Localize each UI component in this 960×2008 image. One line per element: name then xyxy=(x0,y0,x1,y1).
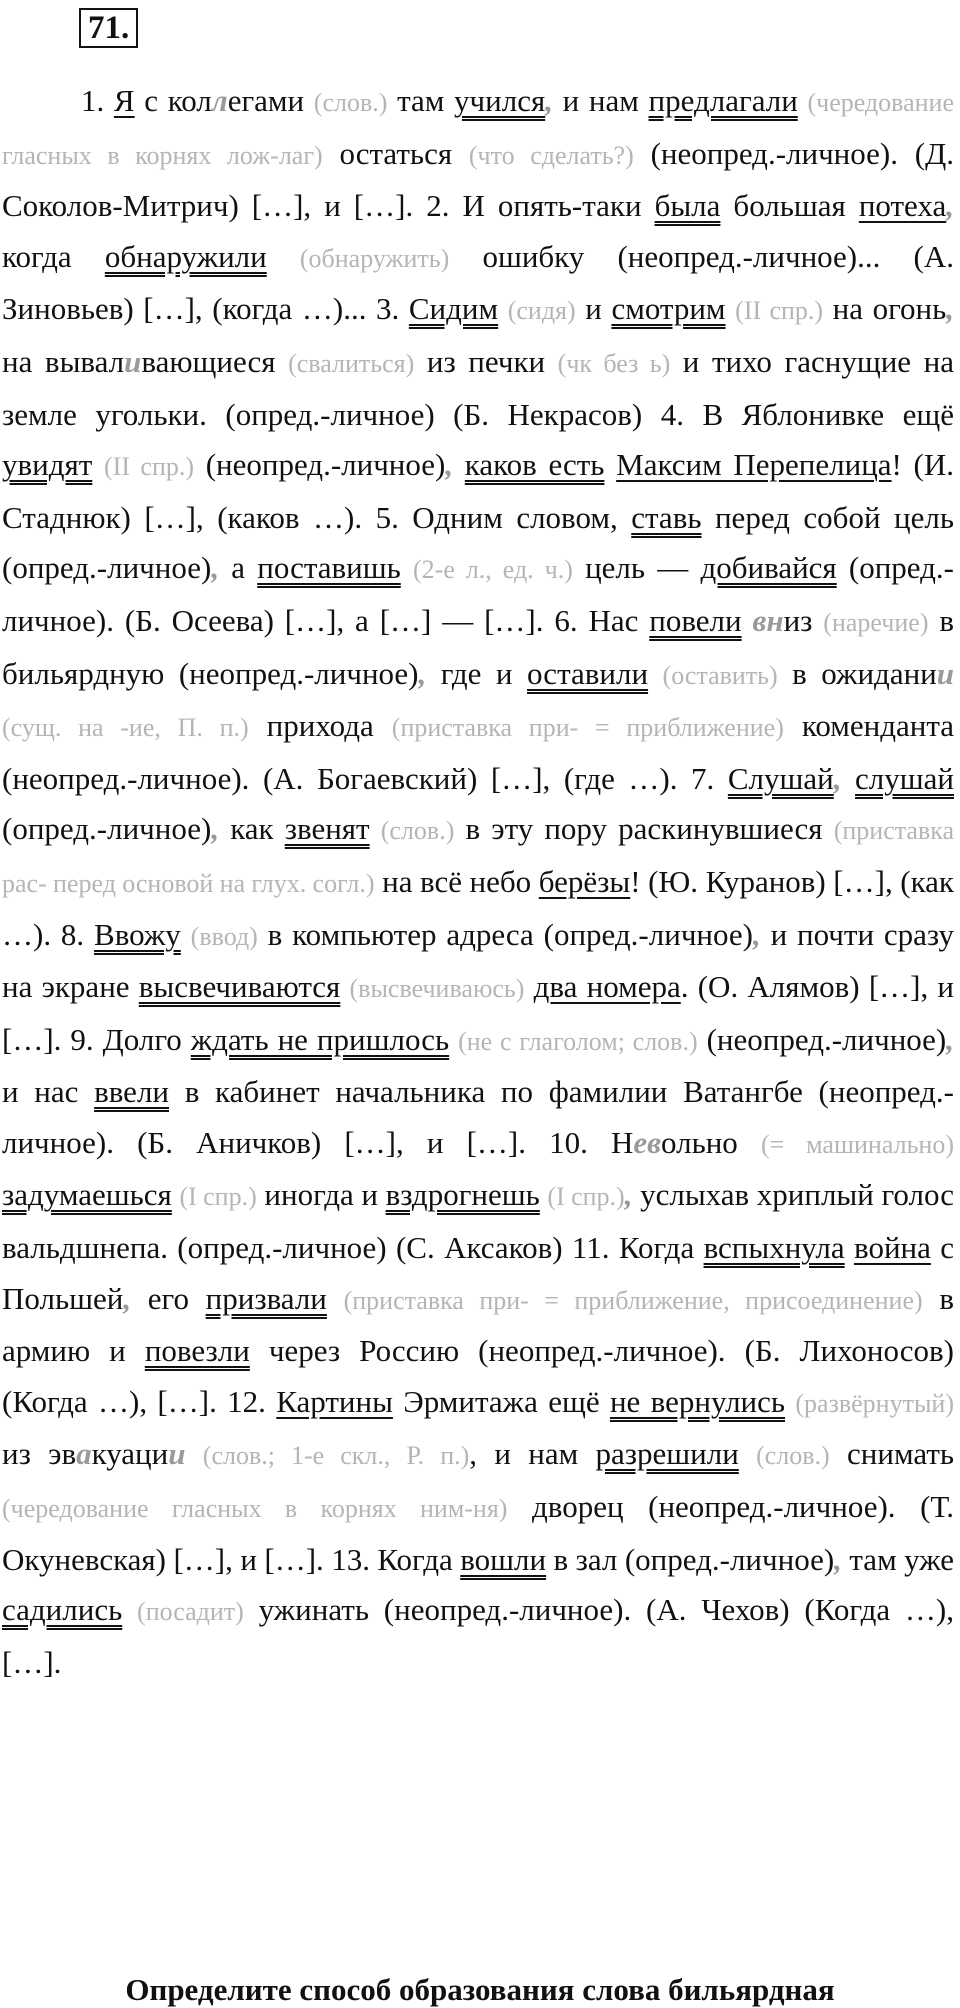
double-underlined-word: задумаешься xyxy=(2,1177,172,1213)
grammar-note: (не с глаголом; слов.) xyxy=(458,1026,698,1056)
double-underlined-word: высвечиваются xyxy=(138,969,341,1005)
highlighted-letter: л xyxy=(211,83,228,118)
grammar-note: (2-е л., ед. ч.) xyxy=(413,555,573,585)
grammar-note: (ввод) xyxy=(190,921,258,951)
double-underlined-word: ввели xyxy=(94,1074,170,1110)
double-underlined-word: Слушай xyxy=(727,760,834,796)
underlined-word: потеха xyxy=(858,188,947,224)
grammar-note: (чк без ь) xyxy=(557,348,671,378)
underlined-word: Максим Перепелица xyxy=(616,447,892,483)
task-heading: Определите способ образования слова бильярдная xyxy=(125,1972,835,2007)
grammar-note: (что сделать?) xyxy=(468,140,634,170)
underlined-word: война xyxy=(854,1230,931,1266)
double-underlined-word: повели xyxy=(649,602,742,638)
exercise-paragraph: 1. Я с коллегами (слов.) там учился, и нам предлагали (чередование гласных в корнях лож-лаг) остаться (что сделать?) (неопред.-личное). (Д. Соколов-Митрич) […], и […]. 2. И опять-таки была большая потеха, когда обнаружили (обнаружить) ошибку (неопред.-личное)... (А. Зиновьев) […], (когда …)... 3. Сидим (сидя) и смотрим (II спр.) на огонь, на вываливающиеся (свалиться) из печки (чк без ь) и тихо гаснущие на земле угольки. (опред.-личное) (Б. Некрасов) 4. В Яблонивке ещё увидят (II спр.) (неопред.-личное), каков есть Максим Перепелица! (И. Стаднюк) […], (каков …). 5. Одним словом, ставь перед собой цель (опред.-личное), а поставишь (2-е л., ед. ч.) цель — добивайся (опред.-личное). (Б. Осеева) […], а […] — […]. 6. Нас повели вниз (наречие) в бильярдную (неопред.-личное), где и оставили (оставить) в ожидании (сущ. на -ие, П. п.) прихода (приставка при- = приближение) коменданта (неопред.-личное). (А. Богаевский) […], (где …). 7. Слушай, слушай (опред.-личное), как звенят (слов.) в эту пору раскинувшиеся (приставка рас- перед основой на глух. согл.) на всё небо берёзы! (Ю. Куранов) […], (как …). 8. Ввожу (ввод) в компьютер адреса (опред.-личное), и почти сразу на экране высвечиваются (высвечиваюсь) два номера. (О. Алямов) […], и […]. 9. Долго ждать не пришлось (не с глаголом; слов.) (неопред.-личное), и нас ввели в кабинет начальника по фамилии Ватангбе (неопред.-личное). (Б. Аничков) […], и […]. 10. Невольно (= машинально) задумаешься (I спр.) иногда и вздрогнешь (I спр.), услыхав хриплый голос вальдшнепа. (опред.-личное) (С. Аксаков) 11. Когда вспыхнула война с Польшей, его призвали (приставка при- = приближение, присоединение) в армию и повезли через Россию (неопред.-личное). (Б. Лихоносов) (Когда …), […]. 12. Картины Эрмитажа ещё не вернулись (развёрнутый) из эвакуации (слов.; 1-е скл., Р. п.), и нам разрешили (слов.) снимать (чередование гласных в корнях ним-ня) дворец (неопред.-личное). (Т. Окуневская) […], и […]. 13. Когда вошли в зал (опред.-личное), там уже садились (посадит) ужинать (неопред.-личное). (А. Чехов) (Когда …), […]. xyxy=(2,83,955,1680)
double-underlined-word: вошли xyxy=(460,1541,547,1577)
double-underlined-word: не вернулись xyxy=(609,1383,786,1419)
highlighted-letter: и xyxy=(168,1436,186,1472)
exercise-text xyxy=(0,76,960,1688)
highlighted-letter: , xyxy=(211,550,220,586)
grammar-note: (сидя) xyxy=(507,296,576,326)
double-underlined-word: увидят xyxy=(2,447,93,483)
grammar-note: (приставка при- = приближение, присоединение) xyxy=(343,1285,923,1315)
double-underlined-word: предлагали xyxy=(648,83,798,118)
highlighted-letter: , xyxy=(946,1021,955,1057)
double-underlined-word: каков есть xyxy=(464,447,605,483)
highlighted-letter: , xyxy=(211,811,220,847)
grammar-note: (II спр.) xyxy=(104,452,195,482)
grammar-note: (развёрнутый) xyxy=(795,1388,954,1418)
grammar-note: (приставка рас- перед основой на глух. согл.) xyxy=(2,816,955,898)
highlighted-letter: , xyxy=(833,760,842,796)
highlighted-letter: , xyxy=(946,291,955,327)
highlighted-letter: и xyxy=(936,655,955,691)
underlined-word: два номера xyxy=(533,969,681,1005)
highlighted-letter: ев xyxy=(633,1124,662,1160)
highlighted-letter: , xyxy=(123,1280,132,1316)
grammar-note: (слов.) xyxy=(380,816,455,846)
double-underlined-word: обнаружили xyxy=(104,238,267,274)
double-underlined-word: добивайся xyxy=(700,550,837,586)
double-underlined-word: оставили xyxy=(527,655,649,691)
double-underlined-word: была xyxy=(654,188,721,224)
double-underlined-word: смотрим xyxy=(611,291,726,327)
highlighted-letter: , xyxy=(545,83,553,118)
double-underlined-word: Ввожу xyxy=(94,916,181,952)
grammar-note: (оставить) xyxy=(662,660,778,690)
grammar-note: (слов.; 1-е скл., Р. п.) xyxy=(202,1441,470,1471)
double-underlined-word: разрешили xyxy=(595,1436,739,1472)
highlighted-letter: , xyxy=(418,655,427,691)
grammar-note: (II спр.) xyxy=(735,296,824,326)
underlined-word: Я xyxy=(113,83,135,118)
underlined-word: Картины xyxy=(276,1383,393,1419)
double-underlined-word: слушай xyxy=(855,760,954,796)
double-underlined-word: Сидим xyxy=(408,291,499,327)
highlighted-letter: и xyxy=(124,343,142,379)
double-underlined-word: вспыхнула xyxy=(703,1230,845,1266)
grammar-note: (чередование гласных в корнях ним-ня) xyxy=(2,1494,508,1524)
double-underlined-word: садились xyxy=(2,1592,123,1628)
grammar-note: (наречие) xyxy=(823,607,929,637)
double-underlined-word: поставишь xyxy=(257,550,401,586)
grammar-note: (свалиться) xyxy=(288,348,415,378)
grammar-note: (I спр.) xyxy=(179,1182,257,1212)
grammar-note: (слов.) xyxy=(756,1441,830,1471)
grammar-note: (чередование гласных в корнях лож-лаг) xyxy=(2,88,954,170)
grammar-note: (посадит) xyxy=(137,1597,244,1627)
double-underlined-word: учился xyxy=(454,83,546,118)
highlighted-letter: , xyxy=(946,188,954,224)
highlighted-letter: , xyxy=(445,447,454,483)
exercise-number: 71. xyxy=(79,8,138,48)
highlighted-letter: , xyxy=(624,1177,633,1213)
grammar-note: (= машинально) xyxy=(760,1129,954,1159)
double-underlined-word: звенят xyxy=(284,811,370,847)
underlined-word: берёзы xyxy=(538,863,631,899)
highlighted-letter: а xyxy=(76,1436,92,1472)
double-underlined-word: повезли xyxy=(144,1333,250,1369)
double-underlined-word: ставь xyxy=(631,499,702,535)
grammar-note: (сущ. на -ие, П. п.) xyxy=(2,713,249,743)
grammar-note: (I спр.) xyxy=(547,1182,625,1212)
highlighted-letter: , xyxy=(834,1541,842,1577)
double-underlined-word: ждать не пришлось xyxy=(190,1021,450,1057)
double-underlined-word: вздрогнешь xyxy=(385,1177,540,1213)
grammar-note: (приставка при- = приближение) xyxy=(391,713,784,743)
highlighted-letter: , xyxy=(752,916,761,952)
grammar-note: (обнаружить) xyxy=(299,243,450,273)
grammar-note: (высвечиваюсь) xyxy=(349,974,525,1004)
double-underlined-word: призвали xyxy=(205,1280,327,1316)
grammar-note: (слов.) xyxy=(313,88,388,117)
highlighted-letter: вн xyxy=(752,602,784,638)
